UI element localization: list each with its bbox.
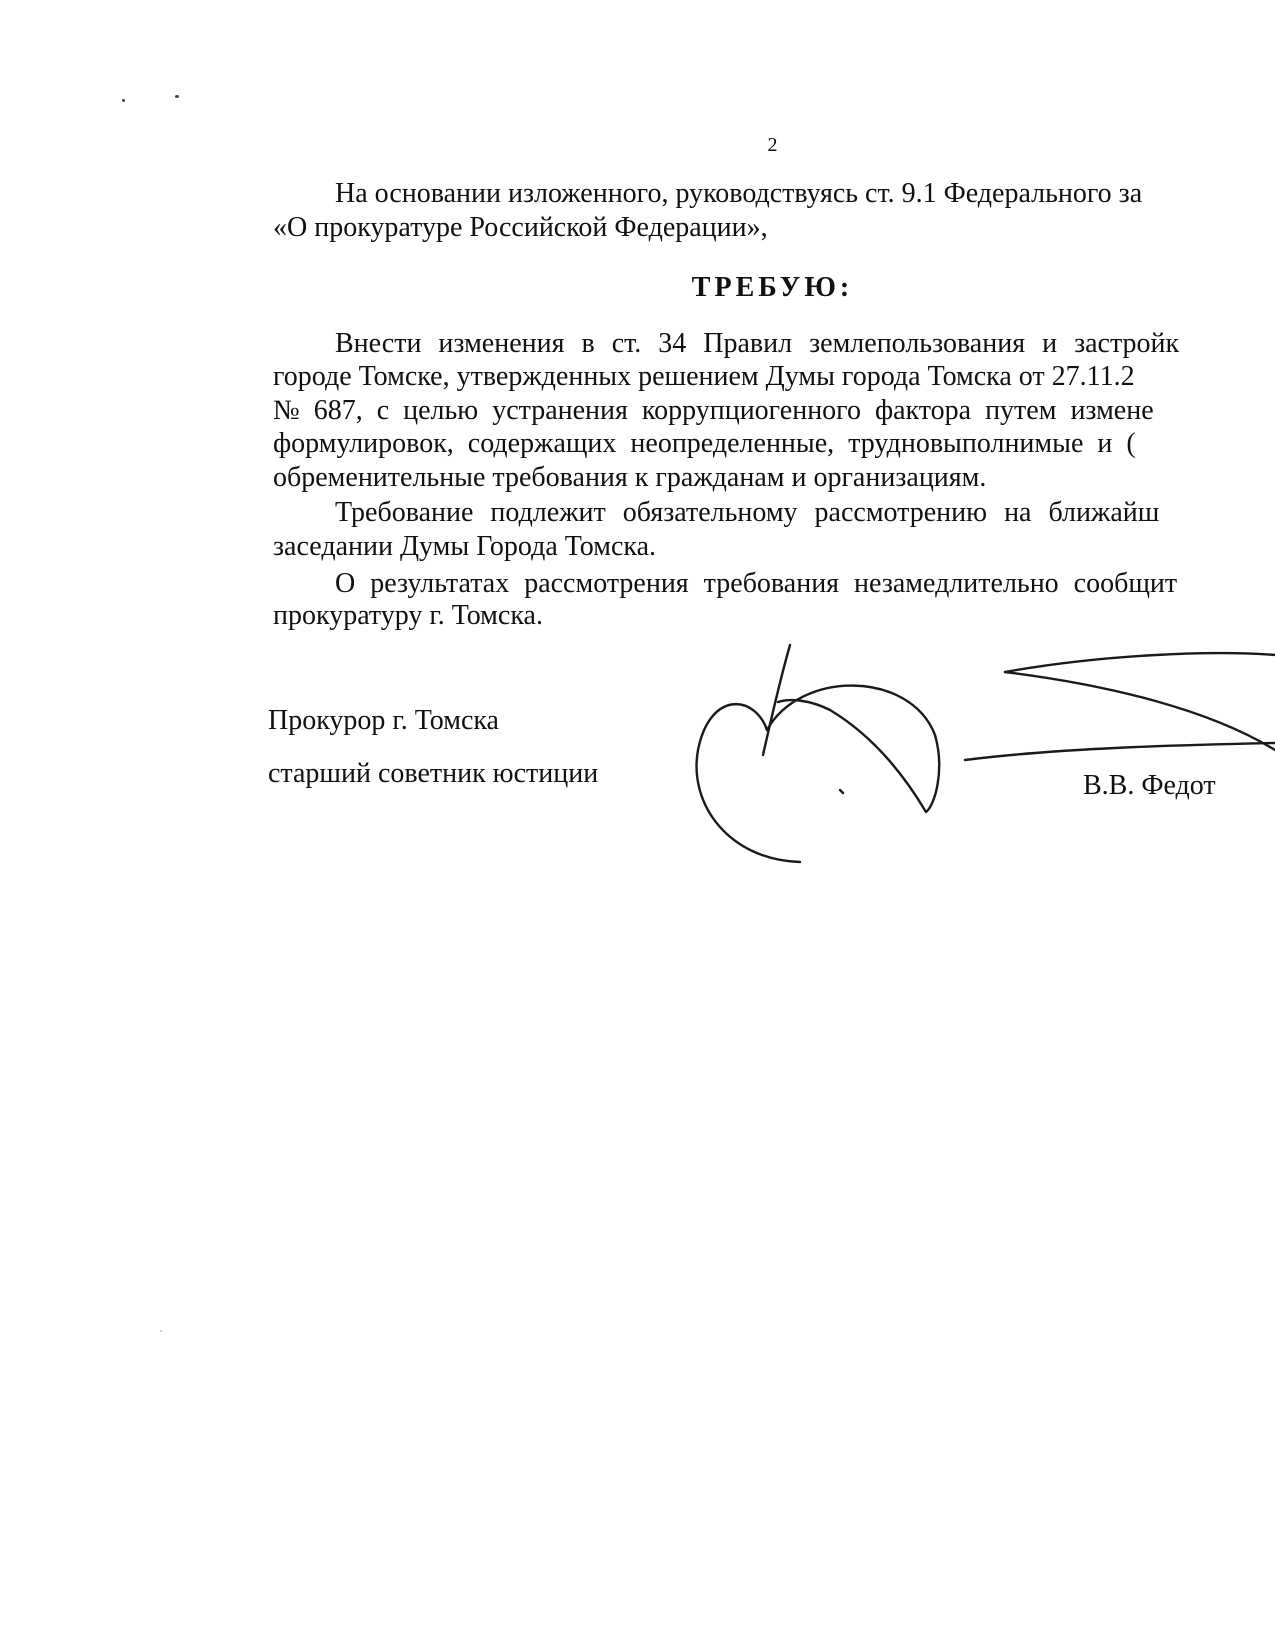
demand-line-1: Внести изменения в ст. 34 Правил землепользования и застройк (335, 328, 1180, 359)
demand-heading: ТРЕБУЮ: (691, 272, 854, 303)
demand-line-9: прокуратуру г. Томска. (273, 600, 543, 631)
demand-line-7: заседании Думы Города Томска. (273, 531, 657, 562)
intro-line-1: На основании изложенного, руководствуясь ст. 9.1 Федерального за (335, 178, 1143, 209)
demand-line-3: № 687, с целью устранения коррупциогенного фактора путем измене (273, 395, 1154, 426)
scan-speck (122, 99, 125, 102)
demand-line-8: О результатах рассмотрения требования незамедлительно сообщит (335, 568, 1178, 599)
demand-line-5: обременительные требования к гражданам и организациям. (273, 462, 987, 493)
signatory-name: В.В. Федот (1083, 770, 1216, 801)
signatory-rank: старший советник юстиции (268, 758, 599, 789)
signatory-position: Прокурор г. Томска (268, 705, 499, 736)
demand-line-2: городе Томске, утвержденных решением Думы города Томска от 27.11.2 (273, 361, 1135, 392)
scan-speck (175, 95, 179, 98)
page-number: 2 (767, 134, 778, 156)
intro-line-2: «О прокуратуре Российской Федерации», (273, 212, 768, 243)
scan-speck (160, 1330, 162, 1332)
handwritten-signature (680, 630, 1275, 880)
demand-line-6: Требование подлежит обязательному рассмотрению на ближайш (335, 497, 1160, 528)
demand-line-4: формулировок, содержащих неопределенные, трудновыполнимые и ( (273, 428, 1136, 459)
